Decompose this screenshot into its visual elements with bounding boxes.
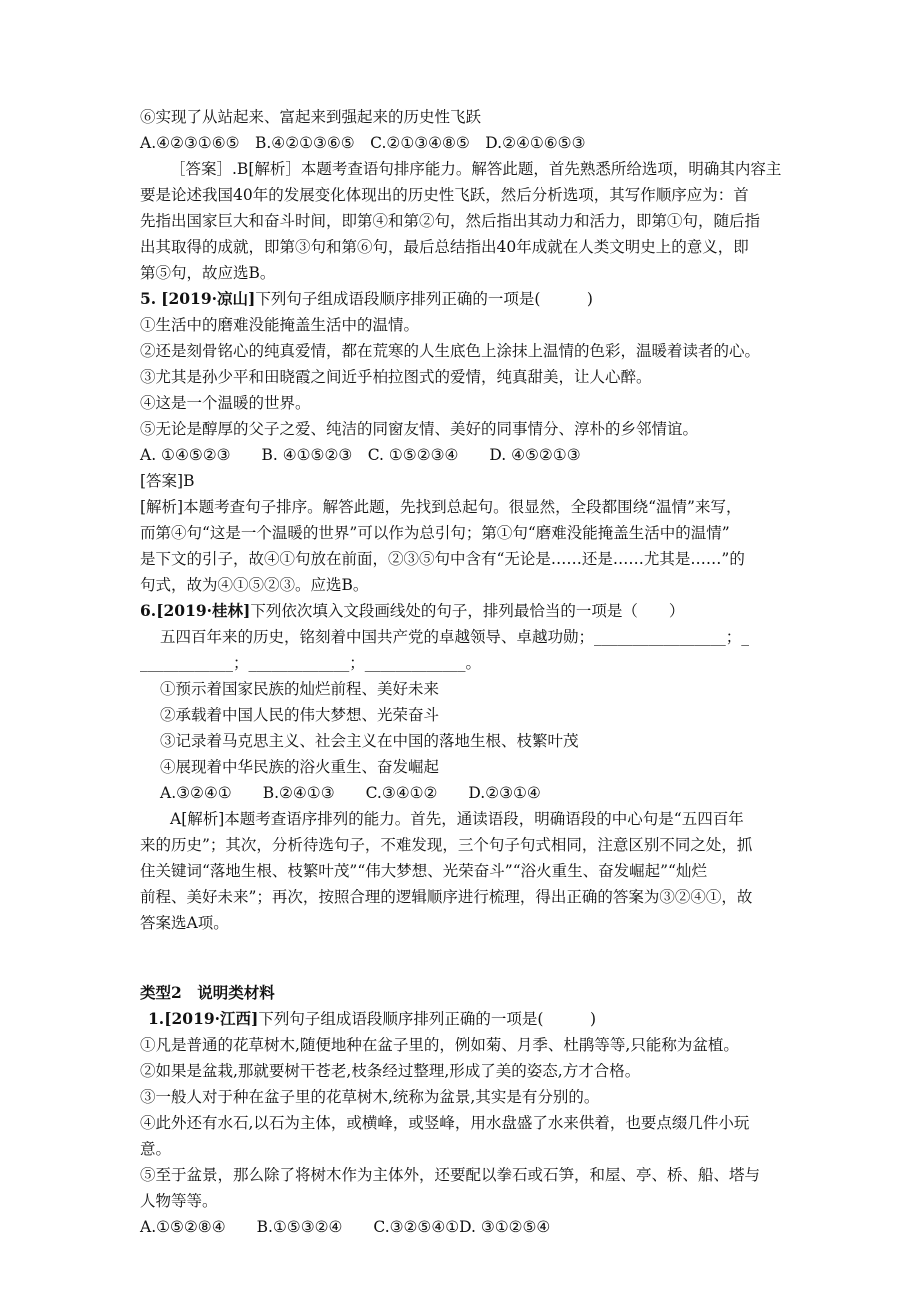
answer-analysis bbox=[140, 156, 790, 286]
question-6-stem bbox=[140, 598, 790, 624]
analysis-line: 前程、美好未来”；再次，按照合理的逻辑顺序进行梳理，得出正确的答案为③②④①，故 bbox=[140, 888, 753, 906]
sentence-item: ③一般人对于种在盆子里的花草树木,统称为盆景,其实是有分别的。 bbox=[140, 1088, 600, 1106]
sentence-item: ④展现着中华民族的浴火重生、奋发崛起 bbox=[160, 758, 440, 776]
analysis-line: 出其取得的成就，即第③句和第⑥句，最后总结指出40年成就在人类文明史上的意义，即 bbox=[140, 238, 749, 256]
analysis-line: 先指出国家巨大和奋斗时间，即第④和第②句，然后指出其动力和活力，即第①句，随后指 bbox=[140, 212, 761, 230]
options: A.③②④① B.②④①③ C.③④①② D.②③①④ bbox=[160, 784, 541, 802]
passage-line: 五四百年来的历史，铭刻着中国共产党的卓越领导、卓越功勋；_________________；_ bbox=[160, 628, 750, 646]
analysis-line: ［答案］.B[解析］本题考查语句排序能力。解答此题，首先熟悉所给选项，明确其内容主 bbox=[170, 160, 782, 178]
analysis-line: 住关键词“落地生根、枝繁叶茂”“伟大梦想、光荣奋斗”“浴火重生、奋发崛起”“灿烂 bbox=[140, 862, 707, 880]
options: A.①⑤②⑧④ B.①⑤③②④ C.③②⑤④①D. ③①②⑤④ bbox=[140, 1218, 551, 1236]
question-1-stem bbox=[140, 1006, 790, 1032]
item-6: ⑥实现了从站起来、富起来到强起来的历史性飞跃 bbox=[140, 108, 482, 126]
question-5-stem bbox=[140, 286, 790, 312]
passage-line: ____________；_____________；_____________。 bbox=[140, 654, 482, 672]
analysis-line: [解析]本题考查句子排序。解答此题，先找到总起句。很显然，全段都围绕“温情”来写， bbox=[140, 498, 742, 516]
sentence-item: ①预示着国家民族的灿烂前程、美好未来 bbox=[160, 680, 440, 698]
sentence-item: ③尤其是孙少平和田晓霞之间近乎柏拉图式的爱情，纯真甜美，让人心醉。 bbox=[140, 368, 652, 386]
sentence-item: 意。 bbox=[140, 1140, 172, 1158]
analysis-line: A[解析]本题考查语序排列的能力。首先，通读语段，明确语段的中心句是“五四百年 bbox=[170, 810, 744, 828]
document-page bbox=[140, 104, 790, 1240]
analysis-line: 来的历史”；其次，分析待选句子，不难发现，三个句子句式相同，注意区别不同之处，抓 bbox=[140, 836, 753, 854]
spacer bbox=[140, 936, 790, 962]
answer: [答案]B bbox=[140, 472, 195, 490]
spacer bbox=[140, 962, 790, 980]
sentence-item: ⑤无论是醇厚的父子之爱、纯洁的同窗友情、美好的同事情分、淳朴的乡邻情谊。 bbox=[140, 420, 699, 438]
sentence-item: ②如果是盆栽,那就要树干苍老,枝条经过整理,形成了美的姿态,方才合格。 bbox=[140, 1062, 641, 1080]
sentence-item: ③记录着马克思主义、社会主义在中国的落地生根、枝繁叶茂 bbox=[160, 732, 579, 750]
analysis-line: 答案选A项。 bbox=[140, 914, 229, 932]
sentence-item: ①凡是普通的花草树木,随便地种在盆子里的，例如菊、月季、杜鹃等等,只能称为盆植。 bbox=[140, 1036, 739, 1054]
source-tag: [2019·桂林] bbox=[156, 601, 251, 620]
analysis-line: 句式，故为④①⑤②③。应选B。 bbox=[140, 576, 369, 594]
options: A. ①④⑤②③ B. ④①⑤②③ C. ①⑤②③④ D. ④⑤②①③ bbox=[140, 446, 581, 464]
source-tag: [2019·凉山] bbox=[161, 289, 256, 308]
question-text: 下列句子组成语段顺序排列正确的一项是( ) bbox=[255, 290, 593, 308]
section-heading: 类型2 说明类材料 bbox=[140, 983, 275, 1002]
question-number: 6. bbox=[140, 601, 157, 620]
question-number: 1. bbox=[148, 1009, 165, 1028]
analysis-line: 而第④句“这是一个温暖的世界”可以作为总引句；第①句“磨难没能掩盖生活中的温情” bbox=[140, 524, 730, 542]
sentence-item: ①生活中的磨难没能掩盖生活中的温情。 bbox=[140, 316, 420, 334]
sentence-item: ④此外还有水石,以石为主体，或横峰，或竖峰，用水盘盛了水来供着，也要点缀几件小玩 bbox=[140, 1114, 750, 1132]
options: A.④②③①⑥⑤ B.④②①③⑥⑤ C.②①③④⑧⑤ D.②④①⑥⑤③ bbox=[140, 134, 586, 152]
analysis-line: 要是论述我国40年的发展变化体现出的历史性飞跃，然后分析选项，其写作顺序应为：首 bbox=[140, 186, 749, 204]
source-tag: [2019·江西] bbox=[164, 1009, 259, 1028]
question-number: 5. bbox=[140, 289, 157, 308]
analysis-line: 是下文的引子，故④①句放在前面，②③⑤句中含有“无论是……还是……尤其是……”的 bbox=[140, 550, 745, 568]
sentence-item: ②承载着中国人民的伟大梦想、光荣奋斗 bbox=[160, 706, 440, 724]
sentence-item: ②还是刻骨铭心的纯真爱情，都在荒寒的人生底色上涂抹上温情的色彩，温暖着读者的心。 bbox=[140, 342, 761, 360]
sentence-item: ⑤至于盆景，那么除了将树木作为主体外，还要配以拳石或石笋，和屋、亭、桥、船、塔与 bbox=[140, 1166, 761, 1184]
sentence-item: 人物等等。 bbox=[140, 1192, 218, 1210]
question-text: 下列句子组成语段顺序排列正确的一项是( ) bbox=[258, 1010, 597, 1028]
analysis-line: 第⑤句，故应选B。 bbox=[140, 264, 276, 282]
sentence-item: ④这是一个温暖的世界。 bbox=[140, 394, 311, 412]
question-text: 下列依次填入文段画线处的句子，排列最恰当的一项是（ ） bbox=[250, 602, 685, 620]
